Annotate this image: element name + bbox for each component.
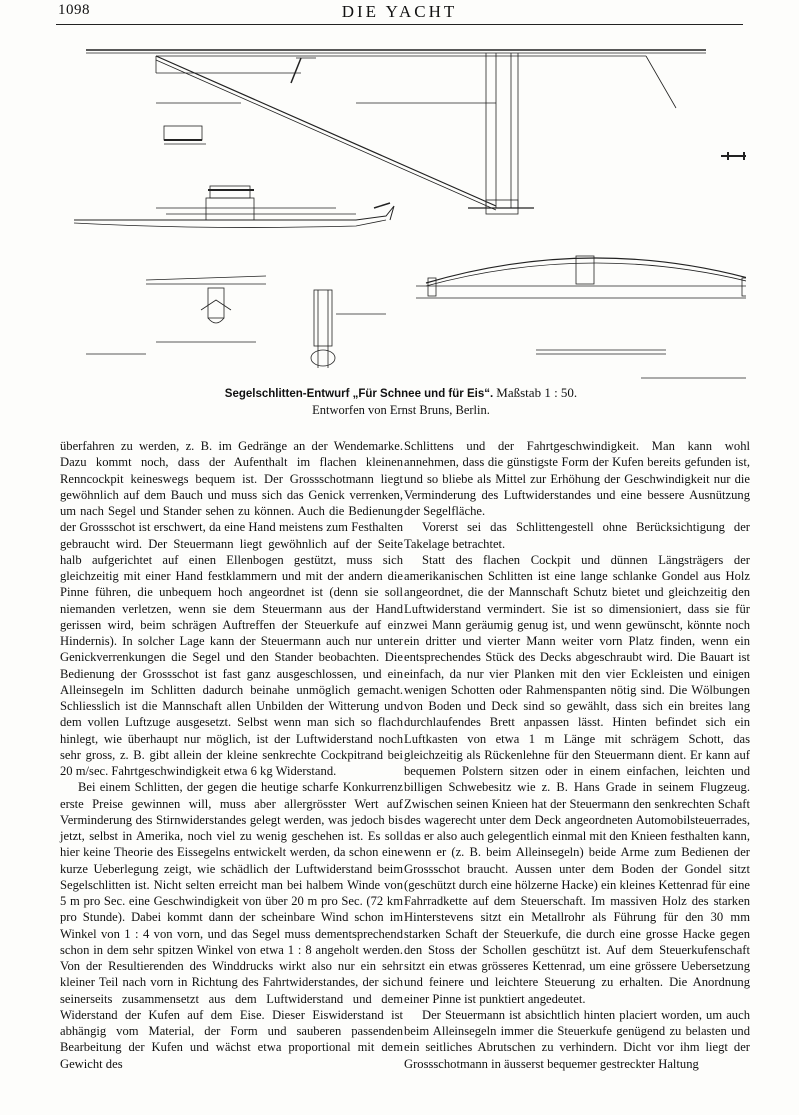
caption-title: Segelschlitten-Entwurf „Für Schnee und für Eis“. <box>224 388 494 400</box>
paragraph: Statt des flachen Cockpit und dünnen Längsträgers der amerikanischen Schlitten ist eine lange schlanke Gondel aus Holz angeordnet, die der Mannschaft Schutz bietet und gleichzeitig den Luftwiderstand vermindert. Sie ist so dimensioniert, dass sie für zwei Mann geräumig genug ist, und wenn gewünscht, könnte noch ein dritter und vierter Mann weiter vorn Platz finden, wenn ein entsprechendes Stück des Decks abgeschraubt wird. Die Bauart ist einfach, da nur vier Planken mit den vier Eckleisten und einigen wenigen Schotten oder Rahmenspanten nötig sind. Die Wölbungen von Boden und Deck sind so gewählt, dass sich ein breites lang durchlaufendes Brett anpassen lässt. Hinten befindet sich ein Luftkasten von etwa 1 m Länge mit schrägem Schott, das gleichzeitig als Rückenlehne für den Steuermann dient. Er kann auf bequemen Polstern sitzen oder in einem einfachen, leichten und billigen Schwebesitz wie z. B. Hans Grade in seinem Flugzeug. Zwischen seinen Knieen hat der Steuermann den senkrechten Schaft des wagerecht unter dem Deck angeordneten Automobilsteuerrades, das er also auch gelegentlich einmal mit den Knieen festhalten kann, wenn er (z. B. beim Alleinsegeln) beide Arme zum Bedienen der Grossschot braucht. Aussen unter dem Boden der Gondel sitzt (geschützt durch eine hölzerne Hacke) ein kleines Kettenrad für eine Fahrradkette auf dem Steuerschaft. Im massiven Holz des starken Hinterstevens sitzt ein Metallrohr als Führung für den 30 mm starken Schaft der Steuerkufe, die durch eine grosse Hacke gegen den Stoss der Schollen geschützt ist. Auf dem Steuerkufenschaft sitzt ein etwas grösseres Kettenrad, um eine grössere Uebersetzung und feinere und leichtere Steuerung zu erhalten. Die Anordnung einer Pinne ist punktiert angedeutet. <box>404 552 750 1006</box>
paragraph: Schlittens und der Fahrtgeschwindigkeit. Man kann wohl annehmen, dass die günstigste Form der Kufen bereits gefunden ist, und so bliebe als Mittel zur Erhöhung der Geschwindigkeit nur die Verminderung des Luftwiderstandes und eine bessere Ausnützung der Segelfläche. <box>404 439 750 518</box>
running-title: DIE YACHT <box>341 2 458 21</box>
paragraph: überfahren zu werden, z. B. im Gedränge an der Wendemarke. Dazu kommt noch, dass der Aufenthalt im flachen kleinen Renncockpit keineswegs bequem ist. Der Grossschotmann liegt gewöhnlich auf dem Bauch und muss sich das Genick verrenken, um nach Segel und Stander sehen zu können. Auch die Bedienung der Grossschot ist erschwert, da eine Hand meistens zum Festhalten gebraucht wird. Der Steuermann liegt gewöhnlich auf der Seite halb aufgerichtet auf einen Ellenbogen gestützt, muss sich gleichzeitig mit einer Hand festklammern und mit der andern die Pinne führen, die unbequem hoch angeordnet ist (denn sie soll niemanden verletzen, wenn sie dem Steuermann aus der Hand gerissen wird, beim schrägen Auftreffen der Steuerkufe auf ein Hindernis). In solcher Lage kann der Steuermann auch nur unter Genickverrenkungen die Segel und den Stander beobachten. Die Bedienung der Grossschot ist fast ganz ausgeschlossen, und ein Alleinsegeln im Schlitten dadurch beinahe unmöglich gemacht. Schliesslich ist die Mannschaft allen Unbilden der Witterung und dem vollen Luftzuge ausgesetzt. Selbst wenn man sich so flach hinlegt, wie überhaupt nur möglich, ist der Luftwiderstand noch sehr gross, z. B. gibt allein der kleine senkrechte Cockpitrand bei 20 m/sec. Fahrtgeschwindigkeit etwa 6 kg Widerstand. <box>60 439 403 778</box>
scale-bars <box>86 342 746 378</box>
runner-section-detail <box>164 126 206 144</box>
runner-detail <box>146 276 266 323</box>
caption-scale: Maßstab 1 : 50. <box>496 385 578 400</box>
header-rule <box>56 24 743 25</box>
gondola-side-elevation <box>74 186 394 227</box>
front-elevation <box>416 256 746 298</box>
right-column <box>404 438 750 1072</box>
plan-view <box>86 50 706 214</box>
drawing-label-mark <box>721 152 746 160</box>
caption-credit: Entworfen von Ernst Bruns, Berlin. <box>312 403 490 417</box>
steering-shaft-detail <box>311 290 386 368</box>
paragraph: Der Steuermann ist absichtlich hinten placiert worden, um auch beim Alleinsegeln immer die Steuerkufe genügend zu belasten und ein seitliches Abrutschen zu verhindern. Dicht vor ihm liegt der Grossschotmann in äusserst bequemer gestreckter Haltung <box>404 1007 750 1071</box>
paragraph: Vorerst sei das Schlittengestell ohne Berücksichtigung der Takelage betrachtet. <box>404 520 750 551</box>
ice-yacht-technical-drawing <box>56 28 746 380</box>
figure-caption <box>56 385 746 418</box>
paragraph: Bei einem Schlitten, der gegen die heutige scharfe Konkurrenz erste Preise gewinnen will, muss aber allergrösster Wert auf Verminderung des Stirnwiderstandes gelegt werden, was jedoch bis jetzt, selbst in Amerika, noch viel zu wenig geschehen ist. Es soll hier keine Theorie des Eissegelns entwickelt werden, da schon eine kurze Ueberlegung zeigt, wie schädlich der Luftwiderstand beim Segelschlitten ist. Nicht selten erreicht man bei halbem Winde von 5 m pro Sec. eine Geschwindigkeit von über 20 m pro Sec. (72 km pro Stunde). Dabei kommt dann der scheinbare Wind schon im Winkel von 1 : 4 von vorn, und das Segel muss dementsprechend schon in dem sehr spitzen Winkel von etwa 1 : 8 angeholt werden. Von der Resultierenden des Winddrucks wirkt also nur ein sehr kleiner Teil nach vorn in Richtung des Fahrtwiderstandes, der sich seinerseits zusammensetzt aus dem Luftwiderstand und dem Widerstand der Kufen auf dem Eise. Dieser Eiswiderstand ist abhängig vom Material, der Form und sauberen passenden Bearbeitung der Kufen und wächst etwa proportional mit dem Gewicht des <box>60 780 403 1071</box>
left-column <box>60 438 403 1072</box>
page-number: 1098 <box>58 2 90 18</box>
